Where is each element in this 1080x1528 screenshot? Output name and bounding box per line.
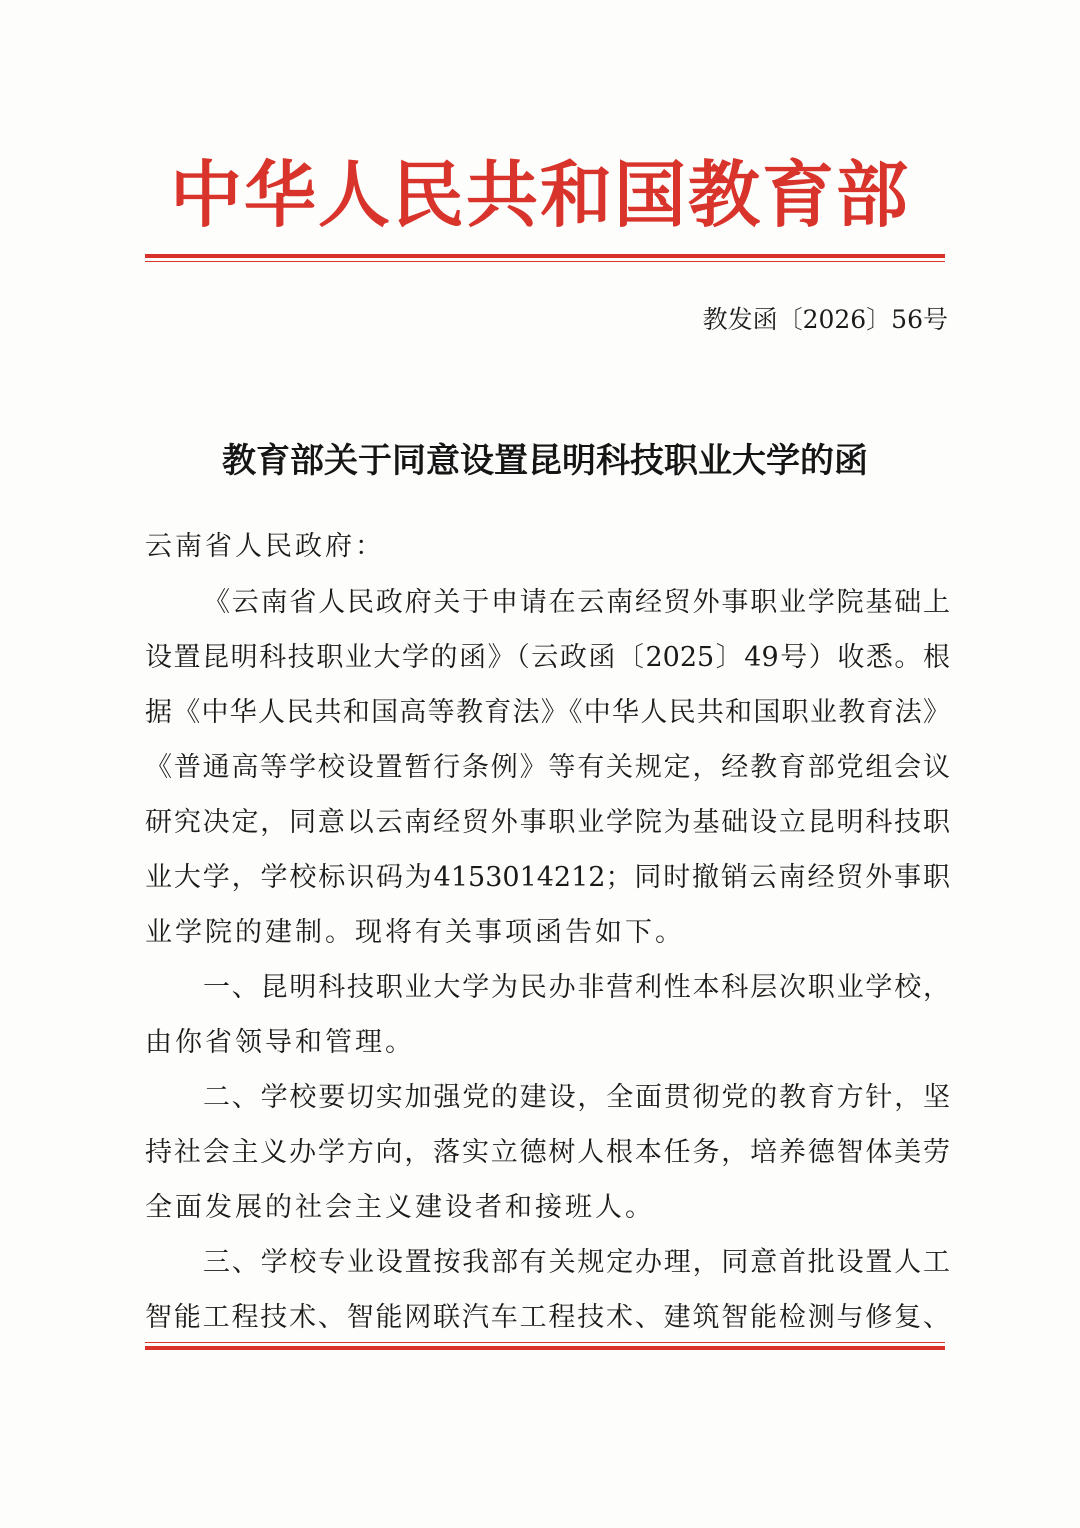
body-line: 一、昆明科技职业大学为民办非营利性本科层次职业学校， (203, 972, 950, 1003)
body-line: 《云南省人民政府关于申请在云南经贸外事职业学院基础上 (203, 587, 950, 618)
body-line: 研究决定，同意以云南经贸外事职业学院为基础设立昆明科技职 (145, 807, 950, 838)
red-rule-thin (145, 1342, 945, 1343)
body-line: 业学院的建制。现将有关事项函告如下。 (145, 917, 685, 948)
red-rule-thin (145, 261, 945, 262)
body-line: 设置昆明科技职业大学的函》（云政函〔2025〕49号）收悉。根 (145, 642, 950, 673)
body-line: 业大学，学校标识码为4153014212；同时撤销云南经贸外事职 (145, 862, 950, 893)
red-rule-top (145, 254, 945, 262)
agency-masthead: 中华人民共和国教育部 (169, 152, 910, 237)
body-line: 据《中华人民共和国高等教育法》《中华人民共和国职业教育法》 (145, 697, 950, 728)
body-line: 持社会主义办学方向，落实立德树人根本任务，培养德智体美劳 (145, 1137, 950, 1168)
document-title: 教育部关于同意设置昆明科技职业大学的函 (222, 441, 868, 481)
red-rule-thick (145, 1346, 945, 1350)
body-line: 智能工程技术、智能网联汽车工程技术、建筑智能检测与修复、 (145, 1302, 950, 1333)
body-line: 全面发展的社会主义建设者和接班人。 (145, 1192, 655, 1223)
body-line: 二、学校要切实加强党的建设，全面贯彻党的教育方针，坚 (203, 1082, 950, 1113)
body-line: 《普通高等学校设置暂行条例》等有关规定，经教育部党组会议 (145, 752, 950, 783)
body-line: 三、学校专业设置按我部有关规定办理，同意首批设置人工 (203, 1247, 950, 1278)
body-line: 由你省领导和管理。 (145, 1027, 415, 1058)
red-rule-bottom (145, 1342, 945, 1350)
red-rule-thick (145, 254, 945, 258)
document-number: 教发函〔2026〕56号 (702, 305, 948, 334)
addressee: 云南省人民政府： (145, 531, 385, 562)
